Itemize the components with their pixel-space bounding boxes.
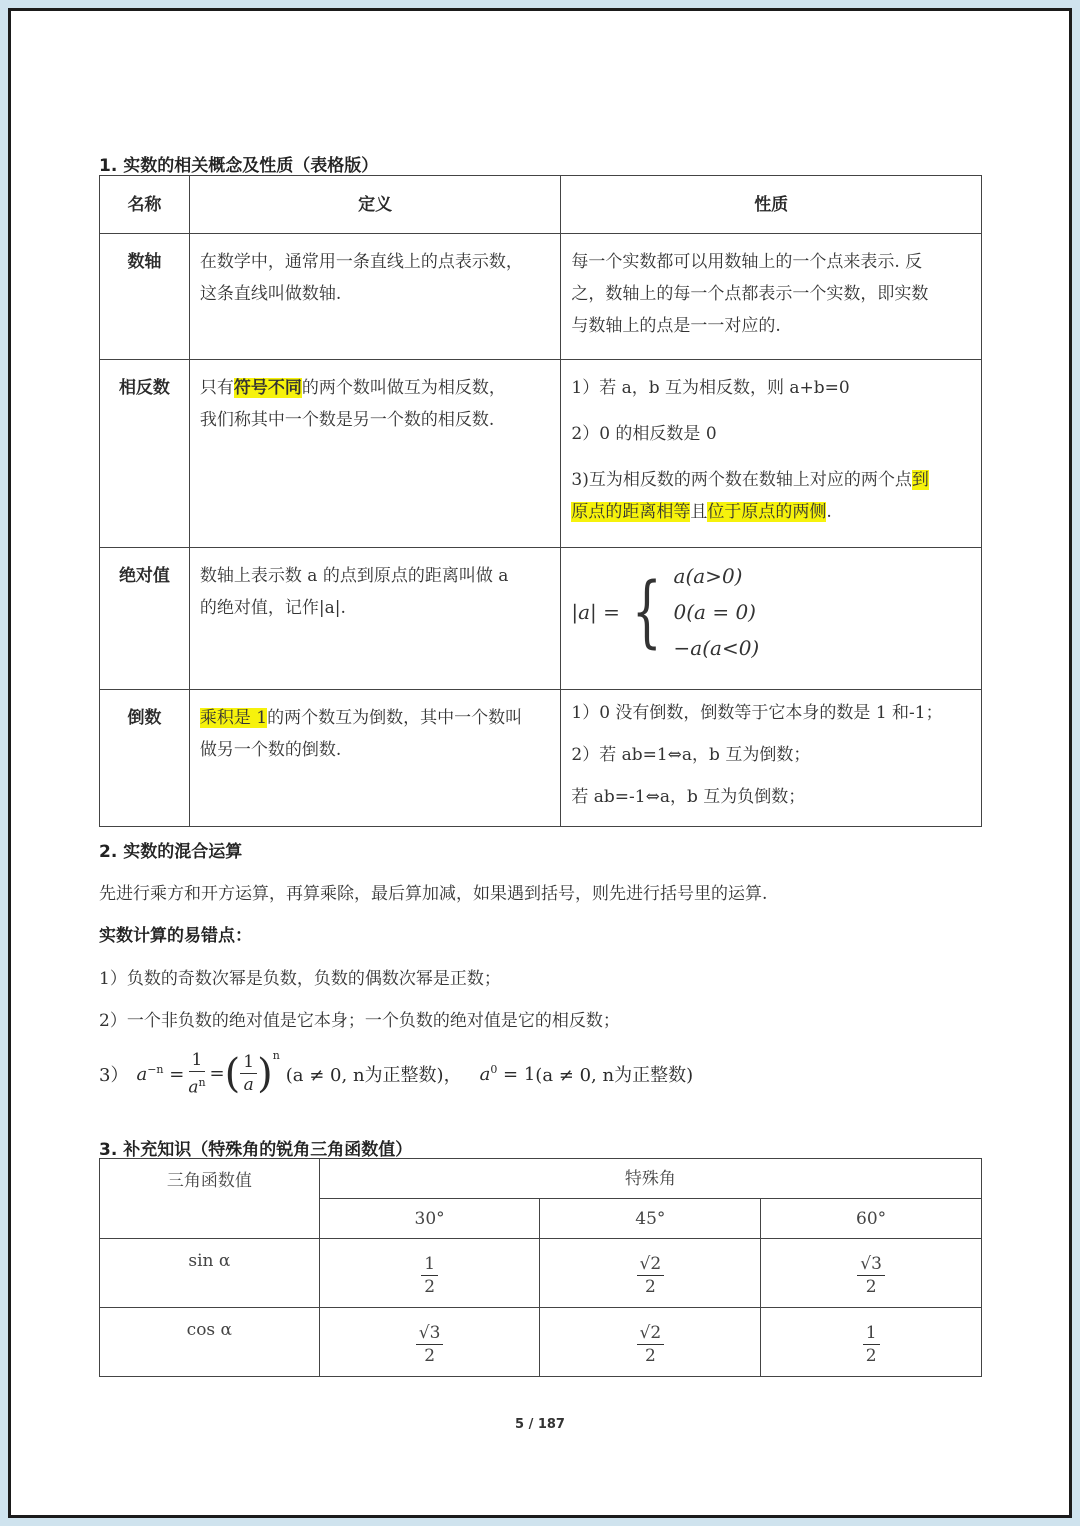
absolute-value-formula xyxy=(571,558,971,666)
text-line xyxy=(571,496,971,528)
numerator: 1 xyxy=(863,1322,880,1345)
cos-45 xyxy=(540,1308,761,1377)
sin-30 xyxy=(319,1239,540,1308)
paren-symbol: ( xyxy=(224,1050,241,1097)
text-line: 与数轴上的点是一一对应的. xyxy=(571,316,781,336)
cos-label: cos α xyxy=(100,1308,320,1377)
header-definition: 定义 xyxy=(189,176,561,234)
cos-row xyxy=(100,1308,982,1377)
pitfall-item-1: 1）负数的奇数次幂是负数，负数的偶数次幂是正数； xyxy=(99,969,501,989)
formula-condition: (a ≠ 0, n为正整数)， xyxy=(285,1064,462,1086)
section2-title: 2. 实数的混合运算 xyxy=(99,842,243,862)
row-name: 绝对值 xyxy=(100,548,190,690)
section1-title: 1. 实数的相关概念及性质（表格版） xyxy=(99,156,379,176)
highlight-text: 乘积是 1 xyxy=(199,708,268,728)
sin-60 xyxy=(761,1239,982,1308)
header-property: 性质 xyxy=(561,176,982,234)
case-zero: 0(a = 0) xyxy=(673,600,756,624)
text-line: 若 ab=-1⇔a，b 互为负倒数； xyxy=(571,787,806,807)
denominator: 2 xyxy=(424,1277,436,1297)
brace-symbol: { xyxy=(631,567,662,657)
text-line: 这条直线叫做数轴. xyxy=(199,284,342,304)
row-definition xyxy=(189,548,561,690)
row-reciprocal xyxy=(100,690,982,827)
row-name: 倒数 xyxy=(100,690,190,827)
sin-45 xyxy=(540,1239,761,1308)
highlight-text: 到 xyxy=(911,470,929,490)
text-fragment: 3)互为相反数的两个数在数轴上对应的两个点 xyxy=(571,470,912,490)
trig-table xyxy=(99,1158,982,1377)
numerator: √2 xyxy=(637,1253,665,1276)
text-line xyxy=(200,372,551,404)
formula-part: $a^0 = 1$ xyxy=(479,1062,536,1085)
numerator: √3 xyxy=(416,1322,444,1345)
sin-label: sin α xyxy=(100,1239,320,1308)
formula-condition: (a ≠ 0, n为正整数) xyxy=(535,1064,694,1086)
formula-label: 3） xyxy=(99,1064,129,1086)
row-property xyxy=(561,234,982,360)
denominator: 2 xyxy=(865,1277,877,1297)
header-name: 名称 xyxy=(100,176,190,234)
fraction: $\frac{1}{a}$ xyxy=(240,1051,257,1096)
pitfall-item-2: 2）一个非负数的绝对值是它本身；一个负数的绝对值是它的相反数； xyxy=(99,1011,620,1031)
text-line: 2）0 的相反数是 0 xyxy=(571,424,717,444)
corner-cell: 三角函数值 xyxy=(100,1159,320,1239)
formula-cases xyxy=(674,558,760,666)
paren-symbol: ) xyxy=(257,1050,273,1097)
highlight-text: 原点的距离相等 xyxy=(571,502,691,522)
trig-header-row xyxy=(100,1159,982,1199)
denominator: 2 xyxy=(644,1277,656,1297)
text-fragment: 的两个数叫做互为相反数， xyxy=(301,378,506,398)
row-property xyxy=(561,690,982,827)
row-number-line xyxy=(100,234,982,360)
text-line: 的绝对值，记作|a|. xyxy=(199,598,346,618)
angle-30: 30° xyxy=(319,1199,540,1239)
text-fragment: 只有 xyxy=(199,378,234,398)
text-fragment: 且 xyxy=(690,502,708,522)
text-line: 1）若 a，b 互为相反数，则 a+b=0 xyxy=(571,378,850,398)
exponent: n xyxy=(272,1049,280,1062)
text-line: 之，数轴上的每一个点都表示一个实数，即实数 xyxy=(571,284,929,304)
angle-60: 60° xyxy=(761,1199,982,1239)
text-line xyxy=(571,464,971,496)
text-line: 2）若 ab=1⇔a，b 互为倒数； xyxy=(571,745,811,765)
numerator: 1 xyxy=(421,1253,438,1276)
real-number-table xyxy=(99,175,982,827)
highlight-text: 符号不同 xyxy=(233,378,302,398)
case-positive: a(a>0) xyxy=(673,564,743,588)
section2-subtitle: 实数计算的易错点： xyxy=(99,926,252,946)
sin-row xyxy=(100,1239,982,1308)
page-frame xyxy=(8,8,1072,1518)
special-angle-header: 特殊角 xyxy=(319,1159,981,1199)
page-number: 5 / 187 xyxy=(515,1417,565,1432)
cos-60 xyxy=(761,1308,982,1377)
angle-45: 45° xyxy=(540,1199,761,1239)
row-name: 数轴 xyxy=(100,234,190,360)
row-name: 相反数 xyxy=(100,360,190,548)
numerator: √3 xyxy=(857,1253,885,1276)
formula-lhs: |a| = xyxy=(571,600,620,624)
text-fragment: . xyxy=(826,502,832,522)
row-definition xyxy=(189,690,561,827)
equals-symbol: = xyxy=(209,1063,225,1085)
case-negative: −a(a<0) xyxy=(673,636,760,660)
table-header-row xyxy=(100,176,982,234)
row-definition xyxy=(189,234,561,360)
row-absolute-value xyxy=(100,548,982,690)
text-line: 在数学中，通常用一条直线上的点表示数， xyxy=(199,252,523,272)
row-property xyxy=(561,548,982,690)
document-page xyxy=(11,11,1069,1515)
row-property xyxy=(561,360,982,548)
text-line: 1）0 没有倒数，倒数等于它本身的数是 1 和-1； xyxy=(571,703,943,723)
fraction: $\frac{1}{a^n}$ xyxy=(188,1050,206,1098)
formula-part: $a^{-n}$ = xyxy=(136,1062,185,1085)
section2-text: 先进行乘方和开方运算，再算乘除，最后算加减，如果遇到括号，则先进行括号里的运算. xyxy=(99,884,768,904)
text-line xyxy=(200,702,551,734)
row-definition xyxy=(189,360,561,548)
denominator: 2 xyxy=(865,1346,877,1366)
numerator: √2 xyxy=(637,1322,665,1345)
text-line: 每一个实数都可以用数轴上的一个点来表示. 反 xyxy=(571,252,923,272)
exponent-formula xyxy=(99,1049,693,1099)
denominator: 2 xyxy=(424,1346,436,1366)
row-opposite-number xyxy=(100,360,982,548)
text-fragment: 的两个数互为倒数，其中一个数叫 xyxy=(267,708,523,728)
section3-title: 3. 补充知识（特殊角的锐角三角函数值） xyxy=(99,1140,413,1160)
highlight-text: 位于原点的两侧 xyxy=(707,502,827,522)
text-line: 数轴上表示数 a 的点到原点的距离叫做 a xyxy=(199,566,509,586)
text-line: 做另一个数的倒数. xyxy=(199,740,342,760)
denominator: 2 xyxy=(644,1346,656,1366)
text-line: 我们称其中一个数是另一个数的相反数. xyxy=(199,410,495,430)
cos-30 xyxy=(319,1308,540,1377)
